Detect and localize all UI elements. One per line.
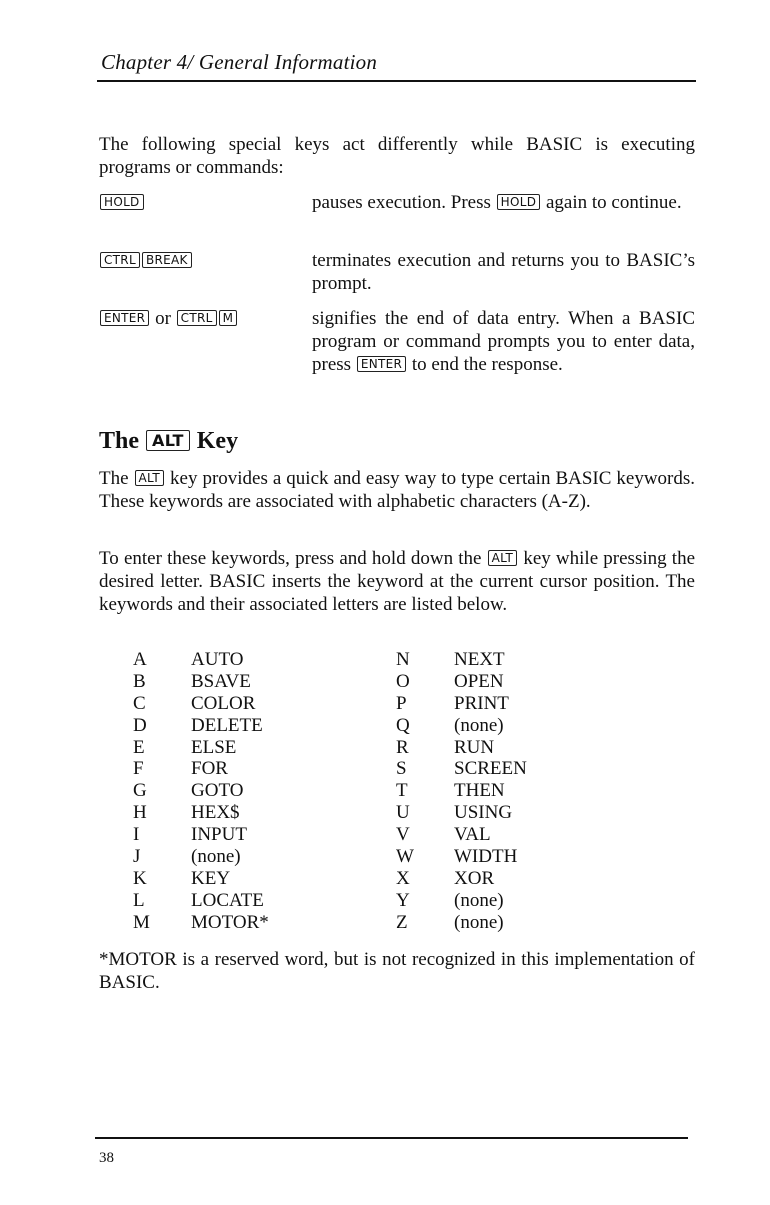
keyword-row [396, 912, 527, 934]
keyword-row [133, 715, 269, 737]
footnote: *MOTOR is a reserved word, but is not recognized in this implementation of BASIC. [99, 949, 695, 993]
keyword-letter: N [396, 649, 410, 670]
alt-key-icon: ALT [488, 550, 517, 566]
keyword-row [133, 802, 269, 824]
keyword-word: USING [454, 802, 513, 824]
keyword-row [133, 671, 269, 693]
header-rule [97, 80, 696, 82]
keyword-row [133, 868, 269, 890]
keyword-word: RUN [454, 736, 495, 758]
keyword-word: AUTO [191, 649, 244, 670]
keyword-word: INPUT [191, 824, 247, 846]
keyword-word: GOTO [191, 780, 244, 802]
or-text: or [155, 308, 171, 329]
keyword-letter: Y [396, 889, 410, 911]
keyword-letter: H [133, 802, 147, 824]
keyword-row [396, 890, 527, 912]
keyword-row [133, 890, 269, 912]
keyword-word: FOR [191, 758, 228, 780]
key-def-enter-keys [99, 307, 238, 330]
keyword-word: (none) [454, 714, 504, 736]
keyword-letter: J [133, 846, 141, 868]
keyword-list-right [396, 649, 527, 934]
keyword-row [133, 780, 269, 802]
keyword-list-left [133, 649, 269, 934]
keyword-letter: W [396, 846, 414, 868]
keyword-row [133, 693, 269, 715]
keyword-row [396, 846, 527, 868]
keyword-word: VAL [454, 824, 491, 846]
keyword-row [133, 737, 269, 759]
enter-desc-text: signifies the end of data entry. When a BASIC program or command prompts you to enter data, press [312, 308, 695, 375]
keyword-letter: Z [396, 911, 408, 933]
keyword-letter: O [396, 670, 410, 692]
keyword-row [396, 824, 527, 846]
hold-key-icon: HOLD [100, 194, 144, 210]
keyword-row [133, 912, 269, 934]
keyword-row [133, 846, 269, 868]
keyword-letter: V [396, 824, 410, 846]
ctrl-key-icon: CTRL [100, 252, 140, 268]
keyword-letter: U [396, 802, 410, 824]
key-def-enter-desc [312, 307, 695, 376]
keyword-row [133, 824, 269, 846]
keyword-word: NEXT [454, 649, 505, 670]
ctrl-key-icon: CTRL [177, 310, 217, 326]
keyword-letter: F [133, 758, 144, 780]
keyword-row [396, 715, 527, 737]
alt-paragraph-1 [99, 467, 695, 513]
alt-para2-post: key while pressing the desired letter. BASIC inserts the keyword at the current cursor position. The keywords and their associated letters are listed below. [99, 548, 696, 615]
footer-rule [95, 1137, 688, 1139]
keyword-row [396, 671, 527, 693]
keyword-word: LOCATE [191, 889, 264, 911]
alt-para2-pre: To enter these keywords, press and hold down the [99, 548, 482, 569]
keyword-row [133, 649, 269, 671]
keyword-row [396, 649, 527, 671]
keyword-letter: C [133, 692, 146, 714]
enter-key-icon: ENTER [100, 310, 149, 326]
keyword-row [396, 780, 527, 802]
keyword-letter: X [396, 867, 410, 889]
key-def-hold-desc [312, 191, 695, 214]
keyword-letter: Q [396, 714, 410, 736]
keyword-row [396, 693, 527, 715]
enter-key-icon: ENTER [357, 356, 406, 372]
chapter-header: Chapter 4/ General Information [101, 50, 378, 74]
enter-desc-text-end: to end the response. [411, 354, 563, 375]
keyword-letter: K [133, 867, 147, 889]
keyword-word: (none) [454, 889, 504, 911]
keyword-word: (none) [454, 911, 504, 933]
keyword-word: BSAVE [191, 670, 251, 692]
section-title-post: Key [196, 428, 239, 454]
alt-para1-pre: The [99, 468, 129, 489]
keyword-row [396, 737, 527, 759]
alt-para1-post: key provides a quick and easy way to type certain BASIC keywords. These keywords are associated with alphabetic characters (A-Z). [99, 468, 696, 512]
key-def-break-keys [99, 249, 193, 272]
keyword-row [396, 802, 527, 824]
page-number: 38 [99, 1150, 114, 1166]
keyword-word: OPEN [454, 670, 504, 692]
keyword-word: XOR [454, 867, 495, 889]
keyword-word: THEN [454, 780, 505, 802]
keyword-letter: I [133, 824, 140, 846]
keyword-letter: T [396, 780, 408, 802]
keyword-letter: E [133, 736, 145, 758]
keyword-letter: S [396, 758, 407, 780]
keyword-letter: D [133, 714, 147, 736]
keyword-word: COLOR [191, 692, 256, 714]
keyword-letter: R [396, 736, 409, 758]
keyword-row [396, 758, 527, 780]
keyword-letter: G [133, 780, 147, 802]
hold-key-icon: HOLD [497, 194, 541, 210]
intro-paragraph: The following special keys act differently while BASIC is executing programs or commands: [99, 134, 695, 178]
break-key-icon: BREAK [142, 252, 192, 268]
keyword-row [396, 868, 527, 890]
keyword-word: MOTOR* [191, 911, 269, 933]
keyword-row [133, 758, 269, 780]
keyword-word: PRINT [454, 692, 509, 714]
alt-paragraph-2 [99, 547, 695, 616]
key-def-hold-keys [99, 191, 145, 214]
key-def-break-desc: terminates execution and returns you to BASIC’s prompt. [312, 250, 695, 294]
hold-desc-text-end: again to continue. [546, 192, 682, 213]
m-key-icon: M [219, 310, 238, 326]
keyword-letter: B [133, 670, 146, 692]
alt-key-icon: ALT [146, 430, 190, 451]
keyword-letter: L [133, 889, 145, 911]
keyword-word: ELSE [191, 736, 237, 758]
keyword-letter: P [396, 692, 407, 714]
keyword-word: HEX$ [191, 802, 240, 824]
keyword-word: DELETE [191, 714, 263, 736]
keyword-word: WIDTH [454, 846, 518, 868]
section-title [99, 426, 238, 456]
keyword-word: KEY [191, 867, 231, 889]
keyword-letter: M [133, 911, 150, 933]
alt-key-icon: ALT [135, 470, 164, 486]
section-title-pre: The [99, 428, 140, 454]
keyword-letter: A [133, 649, 147, 670]
keyword-word: SCREEN [454, 758, 527, 780]
hold-desc-text: pauses execution. Press [312, 192, 491, 213]
keyword-word: (none) [191, 846, 241, 868]
